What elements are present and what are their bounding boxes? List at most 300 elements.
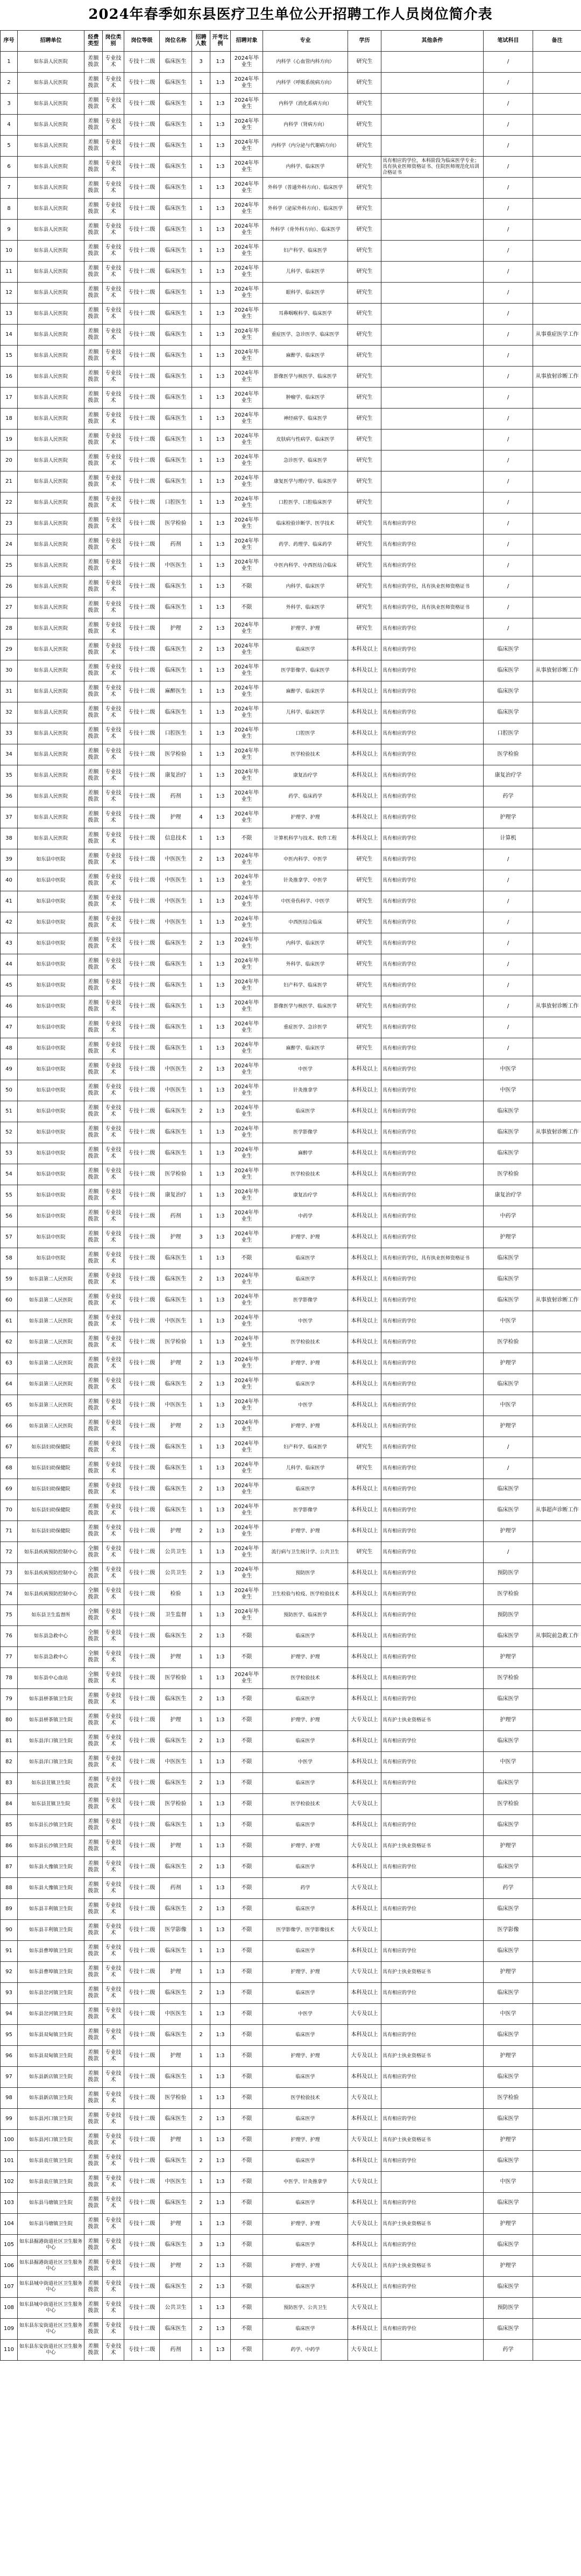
table-cell: 差额拨款 (84, 534, 103, 555)
table-cell: / (484, 73, 533, 94)
table-row (1, 2130, 581, 2151)
table-cell: / (484, 430, 533, 451)
table-cell: 研究生 (348, 1437, 381, 1458)
table-cell: 1 (192, 975, 210, 996)
table-cell: 本科及以上 (348, 1626, 381, 1647)
table-cell: 106 (1, 2256, 18, 2277)
table-cell: 1:3 (210, 1668, 231, 1689)
table-cell: 如东县第三人民医院 (18, 1416, 84, 1437)
table-cell: 护理学、护理 (263, 807, 348, 828)
table-cell: 专业技术 (103, 52, 124, 73)
table-cell: 专业技术 (103, 1710, 124, 1731)
header-cell: 学历 (348, 31, 381, 52)
table-cell: 具有相应的学位 (381, 1458, 484, 1479)
table-row (1, 2256, 581, 2277)
table-cell: 2024年毕业生 (231, 660, 263, 681)
table-cell: 1 (192, 199, 210, 220)
table-cell: 1:3 (210, 94, 231, 115)
table-cell: 专业技术 (103, 1983, 124, 2004)
table-cell (381, 136, 484, 157)
table-cell: 儿科学、临床医学 (263, 702, 348, 723)
table-cell: 护理学 (484, 1710, 533, 1731)
table-cell: 具有相应的学位 (381, 702, 484, 723)
table-cell: 临床医生 (160, 1374, 192, 1395)
table-cell: 51 (1, 1101, 18, 1122)
table-cell: 研究生 (348, 534, 381, 555)
table-cell: 医学检验 (160, 513, 192, 534)
table-cell: 专业技术 (103, 1479, 124, 1500)
table-cell: 1:3 (210, 975, 231, 996)
table-cell: 1 (192, 996, 210, 1017)
table-cell: 2024年毕业生 (231, 471, 263, 492)
table-cell: 如东县袁庄镇卫生院 (18, 2151, 84, 2172)
table-row (1, 1290, 581, 1311)
table-cell: 2 (192, 1416, 210, 1437)
table-row (1, 702, 581, 723)
table-cell: 2024年毕业生 (231, 639, 263, 660)
table-cell (533, 157, 581, 178)
table-cell: 医学检验 (160, 1668, 192, 1689)
table-cell (533, 1857, 581, 1878)
table-cell: 耳鼻咽喉科学、临床医学 (263, 304, 348, 325)
table-cell: / (484, 262, 533, 283)
table-cell: 中医学 (484, 2004, 533, 2025)
table-cell: 如东县中医院 (18, 1059, 84, 1080)
table-cell: 差额拨款 (84, 2130, 103, 2151)
table-cell: 2024年毕业生 (231, 891, 263, 912)
table-cell: 差额拨款 (84, 430, 103, 451)
table-cell: 具有相应的学位 (381, 828, 484, 849)
table-cell: 差额拨款 (84, 1122, 103, 1143)
table-cell: 如东县中医院 (18, 1164, 84, 1185)
table-cell: 专业技术 (103, 2319, 124, 2340)
table-cell: 研究生 (348, 220, 381, 241)
table-cell (533, 513, 581, 534)
table-cell: 2024年毕业生 (231, 1206, 263, 1227)
table-cell: 本科及以上 (348, 2067, 381, 2088)
table-cell: 1:3 (210, 723, 231, 744)
table-cell: 专技十二级 (124, 765, 160, 786)
table-cell: 38 (1, 828, 18, 849)
table-cell (533, 1311, 581, 1332)
table-cell: 专技十二级 (124, 2193, 160, 2214)
table-cell: 不限 (231, 2193, 263, 2214)
header-row (1, 31, 581, 52)
table-cell: 大专及以上 (348, 2256, 381, 2277)
table-cell: 公共卫生 (160, 1563, 192, 1584)
table-cell: 专技十二级 (124, 1962, 160, 1983)
table-cell: 1 (192, 346, 210, 367)
table-cell (533, 1605, 581, 1626)
table-cell: 29 (1, 639, 18, 660)
table-cell: 具有相应的学位 (381, 1773, 484, 1794)
table-cell: 具有相应的学位 (381, 1731, 484, 1752)
table-cell: 1:3 (210, 1500, 231, 1521)
table-cell: 89 (1, 1899, 18, 1920)
table-cell: 24 (1, 534, 18, 555)
table-cell: 专技十二级 (124, 912, 160, 933)
table-cell: 1:3 (210, 1122, 231, 1143)
table-cell: 临床医生 (160, 2151, 192, 2172)
table-cell: 46 (1, 996, 18, 1017)
table-cell: 外科学（普通外科方向）、临床医学 (263, 178, 348, 199)
table-cell: 3 (1, 94, 18, 115)
table-cell: 1:3 (210, 1185, 231, 1206)
table-cell: 专技十二级 (124, 1983, 160, 2004)
table-cell: 如东县曹埠镇卫生院 (18, 1962, 84, 1983)
table-cell: 1:3 (210, 513, 231, 534)
table-cell: 75 (1, 1605, 18, 1626)
table-cell: 医学影像学、临床医学 (263, 660, 348, 681)
table-cell: 专技十二级 (124, 409, 160, 430)
table-body (1, 52, 581, 2361)
table-cell: 具有相应的学位 (381, 744, 484, 765)
table-cell: 临床医学 (263, 1773, 348, 1794)
table-cell: 1 (192, 1815, 210, 1836)
table-cell: 检验 (160, 1584, 192, 1605)
table-cell: 84 (1, 1794, 18, 1815)
table-cell: 1 (192, 1143, 210, 1164)
table-cell: 55 (1, 1185, 18, 1206)
table-cell: 专业技术 (103, 1101, 124, 1122)
table-cell: 1:3 (210, 1752, 231, 1773)
table-row (1, 1941, 581, 1962)
table-cell: 110 (1, 2340, 18, 2361)
table-cell: 2024年毕业生 (231, 870, 263, 891)
table-cell: 护理 (160, 1962, 192, 1983)
table-cell: / (484, 555, 533, 576)
table-cell: 差额拨款 (84, 513, 103, 534)
table-cell (381, 471, 484, 492)
table-cell: 具有相应的学位 (381, 2277, 484, 2298)
table-cell (533, 388, 581, 409)
table-cell: 麻醉学、临床医学 (263, 346, 348, 367)
table-cell (533, 702, 581, 723)
table-cell: 大专及以上 (348, 1962, 381, 1983)
table-cell: 68 (1, 1458, 18, 1479)
table-cell (381, 262, 484, 283)
table-cell: 研究生 (348, 870, 381, 891)
table-cell: 1:3 (210, 534, 231, 555)
table-cell: 临床医学 (263, 1374, 348, 1395)
table-cell: 临床医生 (160, 1983, 192, 2004)
table-cell: 如东县中医院 (18, 996, 84, 1017)
table-cell: 2024年毕业生 (231, 954, 263, 975)
table-cell: 具有相应的学位 (381, 1542, 484, 1563)
table-cell: 临床医学 (263, 2109, 348, 2130)
table-cell: 92 (1, 1962, 18, 1983)
table-row (1, 1206, 581, 1227)
table-cell: 不限 (231, 1857, 263, 1878)
table-cell: 护理 (160, 1710, 192, 1731)
table-cell: 具有相应的学位 (381, 933, 484, 954)
table-cell: 16 (1, 367, 18, 388)
table-cell: 具有相应的学位 (381, 1395, 484, 1416)
table-cell: 具有相应的学位 (381, 1689, 484, 1710)
table-cell: 专技十二级 (124, 2277, 160, 2298)
table-cell: 差额拨款 (84, 1290, 103, 1311)
table-cell: 1 (192, 1458, 210, 1479)
table-cell: 如东县苴镇卫生院 (18, 1773, 84, 1794)
table-row (1, 2025, 581, 2046)
table-cell: 专技十二级 (124, 828, 160, 849)
table-cell: 专技十二级 (124, 618, 160, 639)
table-cell: 麻醉学、临床医学 (263, 681, 348, 702)
table-cell: 不限 (231, 2130, 263, 2151)
table-cell: 专技十二级 (124, 1689, 160, 1710)
table-cell: 研究生 (348, 430, 381, 451)
table-cell: 本科及以上 (348, 1563, 381, 1584)
table-cell: 本科及以上 (348, 1353, 381, 1374)
table-cell: 1:3 (210, 870, 231, 891)
table-cell: 研究生 (348, 849, 381, 870)
table-cell (533, 220, 581, 241)
table-cell: 80 (1, 1710, 18, 1731)
table-cell: 1:3 (210, 1269, 231, 1290)
table-cell: 临床医学 (263, 1731, 348, 1752)
table-cell (533, 1584, 581, 1605)
table-cell: 专业技术 (103, 870, 124, 891)
table-cell: 专业技术 (103, 1059, 124, 1080)
table-cell: 专技十二级 (124, 2109, 160, 2130)
table-cell: 1 (192, 157, 210, 178)
table-cell: 专业技术 (103, 1395, 124, 1416)
table-cell: 14 (1, 325, 18, 346)
table-cell: 专技十二级 (124, 1626, 160, 1647)
table-cell: 中医医生 (160, 891, 192, 912)
table-cell: 如东县人民医院 (18, 828, 84, 849)
table-cell: 大专及以上 (348, 2130, 381, 2151)
table-cell: 内科学（心血管内科方向） (263, 52, 348, 73)
table-cell: 专业技术 (103, 618, 124, 639)
table-cell: 专业技术 (103, 73, 124, 94)
table-cell: 医学检验 (484, 2088, 533, 2109)
table-cell: 大专及以上 (348, 1878, 381, 1899)
table-row (1, 1122, 581, 1143)
table-cell: 如东县大豫镇卫生院 (18, 1878, 84, 1899)
table-cell: 2 (192, 1479, 210, 1500)
table-row (1, 786, 581, 807)
table-cell: 中医学 (263, 1752, 348, 1773)
table-cell: 如东县妇幼保健院 (18, 1458, 84, 1479)
table-cell: 1:3 (210, 1059, 231, 1080)
table-cell: 如东县第二人民医院 (18, 1353, 84, 1374)
table-cell: 本科及以上 (348, 1185, 381, 1206)
table-cell: 临床医学 (484, 1269, 533, 1290)
table-cell (533, 241, 581, 262)
table-row (1, 1248, 581, 1269)
table-cell: 本科及以上 (348, 2235, 381, 2256)
table-cell: 差额拨款 (84, 933, 103, 954)
table-cell: 中医骨伤科学、中医学 (263, 891, 348, 912)
table-cell: / (484, 157, 533, 178)
table-cell: 78 (1, 1668, 18, 1689)
table-cell: 差额拨款 (84, 1773, 103, 1794)
table-cell: 2024年毕业生 (231, 1332, 263, 1353)
table-cell: 医学影像学 (263, 1500, 348, 1521)
table-cell: 专业技术 (103, 954, 124, 975)
table-cell (533, 1731, 581, 1752)
table-cell: 1 (192, 1185, 210, 1206)
table-cell: 1 (192, 367, 210, 388)
table-cell: 差额拨款 (84, 1437, 103, 1458)
table-cell: 专业技术 (103, 912, 124, 933)
table-cell: 2 (192, 2256, 210, 2277)
table-cell: 专业技术 (103, 1668, 124, 1689)
table-cell (533, 2298, 581, 2319)
table-cell: 差额拨款 (84, 1164, 103, 1185)
table-cell (533, 1521, 581, 1542)
table-cell: 1 (192, 1122, 210, 1143)
table-cell: 专技十二级 (124, 1122, 160, 1143)
table-cell: 差额拨款 (84, 597, 103, 618)
table-cell: 研究生 (348, 618, 381, 639)
table-cell: 医学影像 (160, 1920, 192, 1941)
table-cell: 针灸推拿学 (263, 1080, 348, 1101)
table-cell: 专技十二级 (124, 178, 160, 199)
table-cell: 专技十二级 (124, 1227, 160, 1248)
table-cell: / (484, 996, 533, 1017)
table-cell (533, 597, 581, 618)
table-cell: 具有相应的学位 (381, 1374, 484, 1395)
table-cell: / (484, 94, 533, 115)
table-cell: 具有相应的学位 (381, 1605, 484, 1626)
table-cell: 研究生 (348, 576, 381, 597)
table-cell: 81 (1, 1731, 18, 1752)
table-cell: 差额拨款 (84, 241, 103, 262)
table-cell: 药学 (263, 1878, 348, 1899)
table-row (1, 73, 581, 94)
table-cell: / (484, 367, 533, 388)
table-cell: 中医学、针灸推拿学 (263, 2172, 348, 2193)
table-cell: 56 (1, 1206, 18, 1227)
table-row (1, 2319, 581, 2340)
table-cell: 护理学 (484, 2046, 533, 2067)
table-cell (533, 975, 581, 996)
table-cell (533, 681, 581, 702)
table-cell (381, 241, 484, 262)
table-cell: 本科及以上 (348, 1605, 381, 1626)
table-cell: 大专及以上 (348, 1710, 381, 1731)
table-row (1, 1878, 581, 1899)
table-cell: 研究生 (348, 996, 381, 1017)
table-cell: 从事放射诊断工作 (533, 367, 581, 388)
table-cell: 研究生 (348, 52, 381, 73)
table-cell: 专业技术 (103, 94, 124, 115)
table-cell (533, 2277, 581, 2298)
table-cell: 临床医学 (484, 1248, 533, 1269)
table-cell (533, 471, 581, 492)
table-cell: 差额拨款 (84, 1878, 103, 1899)
table-cell: / (484, 513, 533, 534)
table-cell: / (484, 451, 533, 471)
table-cell: 95 (1, 2025, 18, 2046)
table-cell: 专业技术 (103, 346, 124, 367)
table-cell: 药学、药理学、临床药学 (263, 534, 348, 555)
table-cell: 如东县疾病预防控制中心 (18, 1563, 84, 1584)
table-row (1, 1752, 581, 1773)
table-cell: 1 (192, 1920, 210, 1941)
table-cell: 专业技术 (103, 220, 124, 241)
table-cell: 具有相应的学位 (381, 807, 484, 828)
table-cell: 1:3 (210, 1311, 231, 1332)
table-cell: 护理学 (484, 807, 533, 828)
table-cell: 2 (192, 1899, 210, 1920)
table-cell: 专业技术 (103, 2172, 124, 2193)
table-cell: 如东县妇幼保健院 (18, 1521, 84, 1542)
table-cell: 1:3 (210, 765, 231, 786)
table-cell: 不限 (231, 1773, 263, 1794)
table-cell: 如东县掘港街道社区卫生服务中心 (18, 2235, 84, 2256)
table-cell: 18 (1, 409, 18, 430)
table-cell: 1 (192, 2340, 210, 2361)
table-cell: 1 (192, 283, 210, 304)
table-cell: 专技十二级 (124, 2004, 160, 2025)
table-cell: 具有相应的学位 (381, 681, 484, 702)
table-cell: 如东县岔河镇卫生院 (18, 2004, 84, 2025)
table-cell: 1:3 (210, 1353, 231, 1374)
table-cell: 护理 (160, 2046, 192, 2067)
table-cell: 卫生检验与检疫、医学检验技术 (263, 1584, 348, 1605)
table-cell (533, 1248, 581, 1269)
table-cell: 口腔医生 (160, 492, 192, 513)
table-cell: 1 (192, 1080, 210, 1101)
table-row (1, 2214, 581, 2235)
table-cell: 康复医学与理疗学、临床医学 (263, 471, 348, 492)
table-cell: 48 (1, 1038, 18, 1059)
table-cell: 1:3 (210, 2025, 231, 2046)
table-cell: 差额拨款 (84, 1710, 103, 1731)
table-cell: 研究生 (348, 199, 381, 220)
table-cell: 107 (1, 2277, 18, 2298)
table-cell: 22 (1, 492, 18, 513)
table-cell: 护理学、护理 (263, 1521, 348, 1542)
table-cell: 不限 (231, 1731, 263, 1752)
table-cell: 42 (1, 912, 18, 933)
table-row (1, 1773, 581, 1794)
table-cell (381, 73, 484, 94)
table-cell: 专技十二级 (124, 597, 160, 618)
table-cell (533, 618, 581, 639)
table-cell: 临床医生 (160, 2025, 192, 2046)
table-cell: 药剂 (160, 534, 192, 555)
table-cell: 2 (192, 1353, 210, 1374)
table-cell: 肿瘤学、临床医学 (263, 388, 348, 409)
table-cell: 临床医学 (484, 1983, 533, 2004)
table-cell: 专业技术 (103, 555, 124, 576)
table-cell: 具有护士执业资格证书 (381, 1962, 484, 1983)
table-cell (533, 1563, 581, 1584)
table-cell: 1 (192, 744, 210, 765)
table-cell: 2024年毕业生 (231, 346, 263, 367)
table-cell: 60 (1, 1290, 18, 1311)
table-cell: 1:3 (210, 1731, 231, 1752)
table-cell: 研究生 (348, 451, 381, 471)
table-cell: 专业技术 (103, 576, 124, 597)
table-cell: 不限 (231, 1899, 263, 1920)
table-cell: 中医医生 (160, 1311, 192, 1332)
table-cell: 1 (192, 115, 210, 136)
table-cell: 本科及以上 (348, 1101, 381, 1122)
table-cell (381, 283, 484, 304)
table-cell: 差额拨款 (84, 1941, 103, 1962)
table-cell: 从事超声诊断工作 (533, 1500, 581, 1521)
table-cell: 专技十二级 (124, 1143, 160, 1164)
table-cell: 1:3 (210, 2256, 231, 2277)
table-cell: 专技十二级 (124, 1353, 160, 1374)
table-cell: 中医医生 (160, 1752, 192, 1773)
table-cell: 10 (1, 241, 18, 262)
